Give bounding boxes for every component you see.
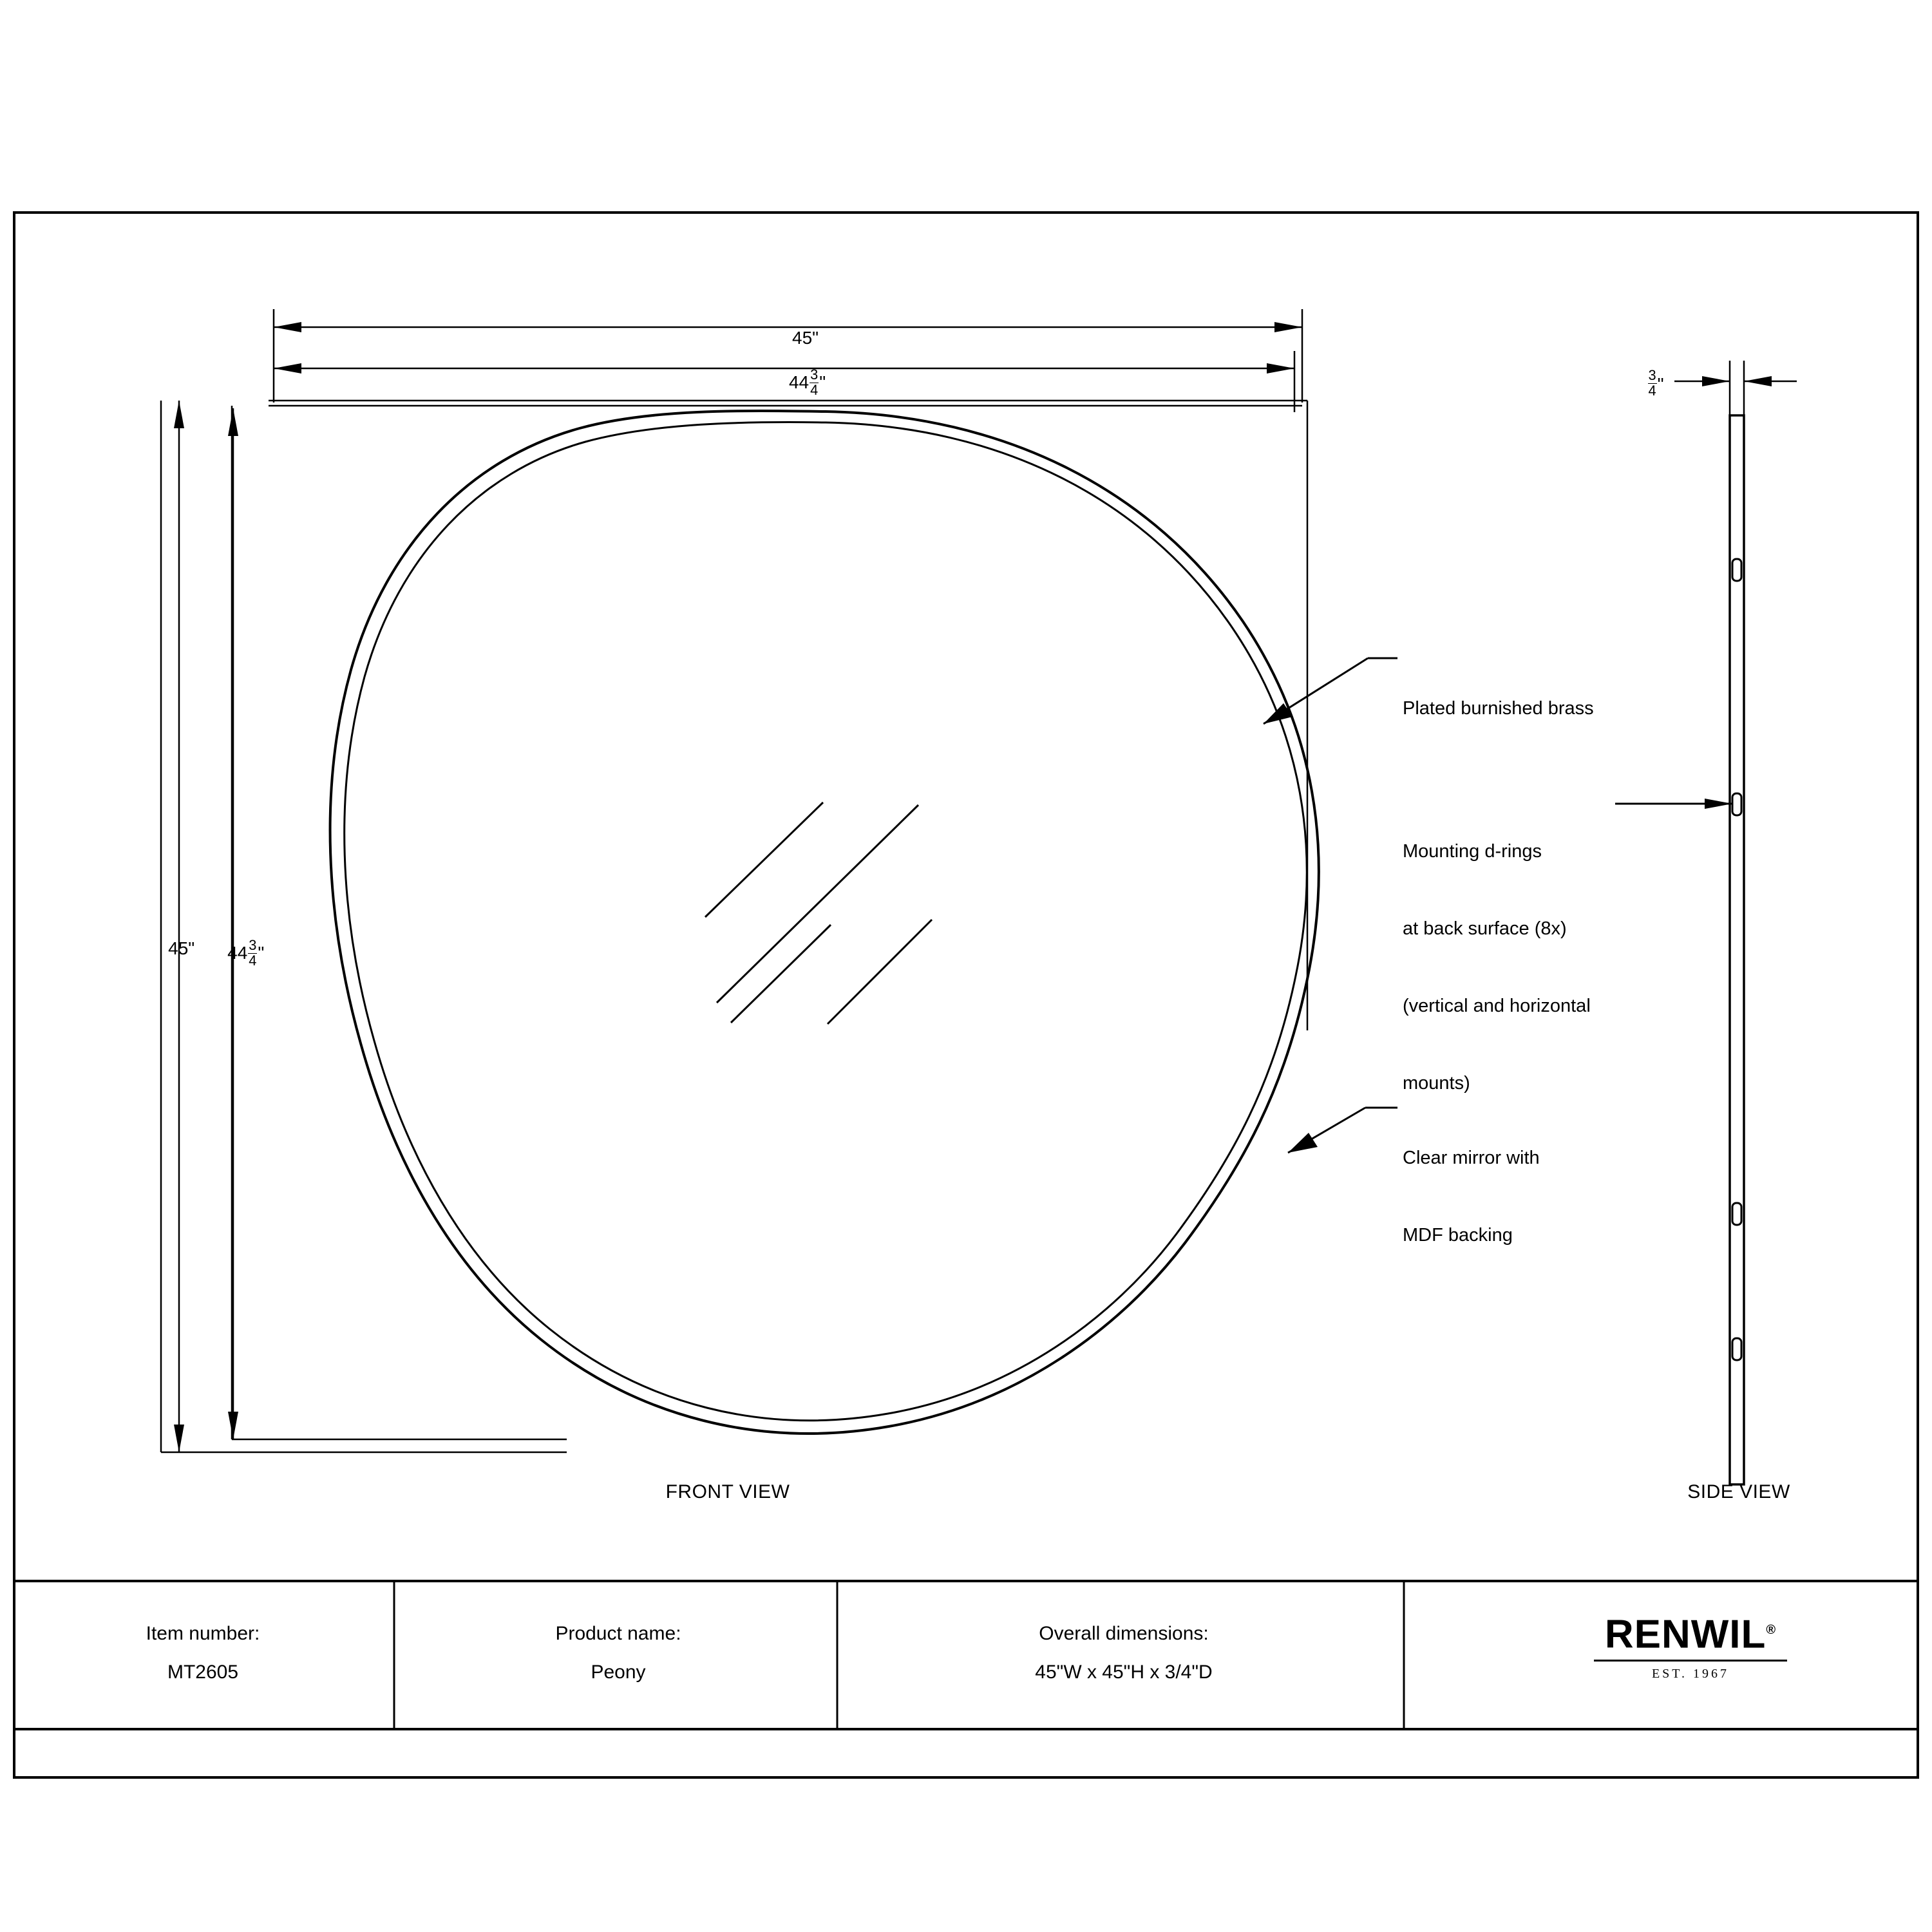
callout-line: Mounting d-rings bbox=[1403, 841, 1542, 862]
mirror-outer-outline bbox=[330, 411, 1319, 1434]
logo-divider bbox=[1594, 1660, 1787, 1662]
product-name-value: Peony bbox=[591, 1662, 646, 1683]
callout-line: MDF backing bbox=[1403, 1225, 1513, 1245]
item-number-label: Item number: bbox=[146, 1623, 260, 1644]
callout-line: Plated burnished brass bbox=[1403, 698, 1594, 719]
callout-plated-burnished-brass bbox=[1403, 644, 1738, 773]
arrow-left-outer-bottom bbox=[174, 1425, 184, 1452]
callout-line: Clear mirror with bbox=[1403, 1148, 1540, 1168]
callout-line: (vertical and horizontal bbox=[1403, 996, 1591, 1016]
d-ring-3 bbox=[1732, 1203, 1741, 1225]
callout-line: at back surface (8x) bbox=[1403, 918, 1567, 939]
brand-logo bbox=[1555, 1610, 1826, 1681]
arrow-left-outer-top bbox=[174, 401, 184, 428]
side-view-label: SIDE VIEW bbox=[1687, 1481, 1790, 1502]
glass-reflection-lines bbox=[705, 802, 932, 1024]
dim-left-inner-label: 44 $\frac{3}{4}$ " bbox=[227, 937, 265, 969]
arrow-depth-left bbox=[1702, 376, 1730, 386]
overall-dimensions-value: 45"W x 45"H x 3/4"D bbox=[1035, 1662, 1213, 1683]
overall-dimensions-label: Overall dimensions: bbox=[1039, 1623, 1209, 1644]
callout-clear-mirror-mdf-backing bbox=[1403, 1094, 1680, 1300]
front-view-label: FRONT VIEW bbox=[665, 1481, 790, 1502]
arrow-top-inner-right bbox=[1267, 363, 1294, 374]
dim-top-outer-label: 45" bbox=[792, 328, 819, 348]
product-name-label: Product name: bbox=[555, 1623, 681, 1644]
arrow-top-outer-left bbox=[274, 322, 301, 332]
d-ring-1 bbox=[1732, 559, 1741, 581]
arrow-left-inner-bottom bbox=[228, 1412, 238, 1439]
dim-left-outer-label: 45" bbox=[168, 938, 195, 958]
arrow-depth-right bbox=[1744, 376, 1772, 386]
dim-depth-label: $\frac{3}{4}$ " bbox=[1648, 367, 1664, 399]
arrow-left-inner-top bbox=[228, 408, 238, 436]
d-ring-2 bbox=[1732, 793, 1741, 815]
dim-top-inner-label: 44 $\frac{3}{4}$ " bbox=[788, 366, 826, 398]
registered-trademark-icon: ® bbox=[1766, 1623, 1777, 1637]
brand-name: RENWIL® bbox=[1604, 1612, 1777, 1657]
item-number-value: MT2605 bbox=[167, 1662, 239, 1683]
callout-line: mounts) bbox=[1403, 1073, 1470, 1094]
leader-clear-mirror bbox=[1288, 1108, 1397, 1153]
d-ring-4 bbox=[1732, 1338, 1741, 1360]
brand-established: EST. 1967 bbox=[1651, 1666, 1730, 1681]
arrow-top-inner-left bbox=[274, 363, 301, 374]
arrow-top-outer-right bbox=[1274, 322, 1302, 332]
leader-plated-burnished-brass bbox=[1264, 658, 1397, 724]
